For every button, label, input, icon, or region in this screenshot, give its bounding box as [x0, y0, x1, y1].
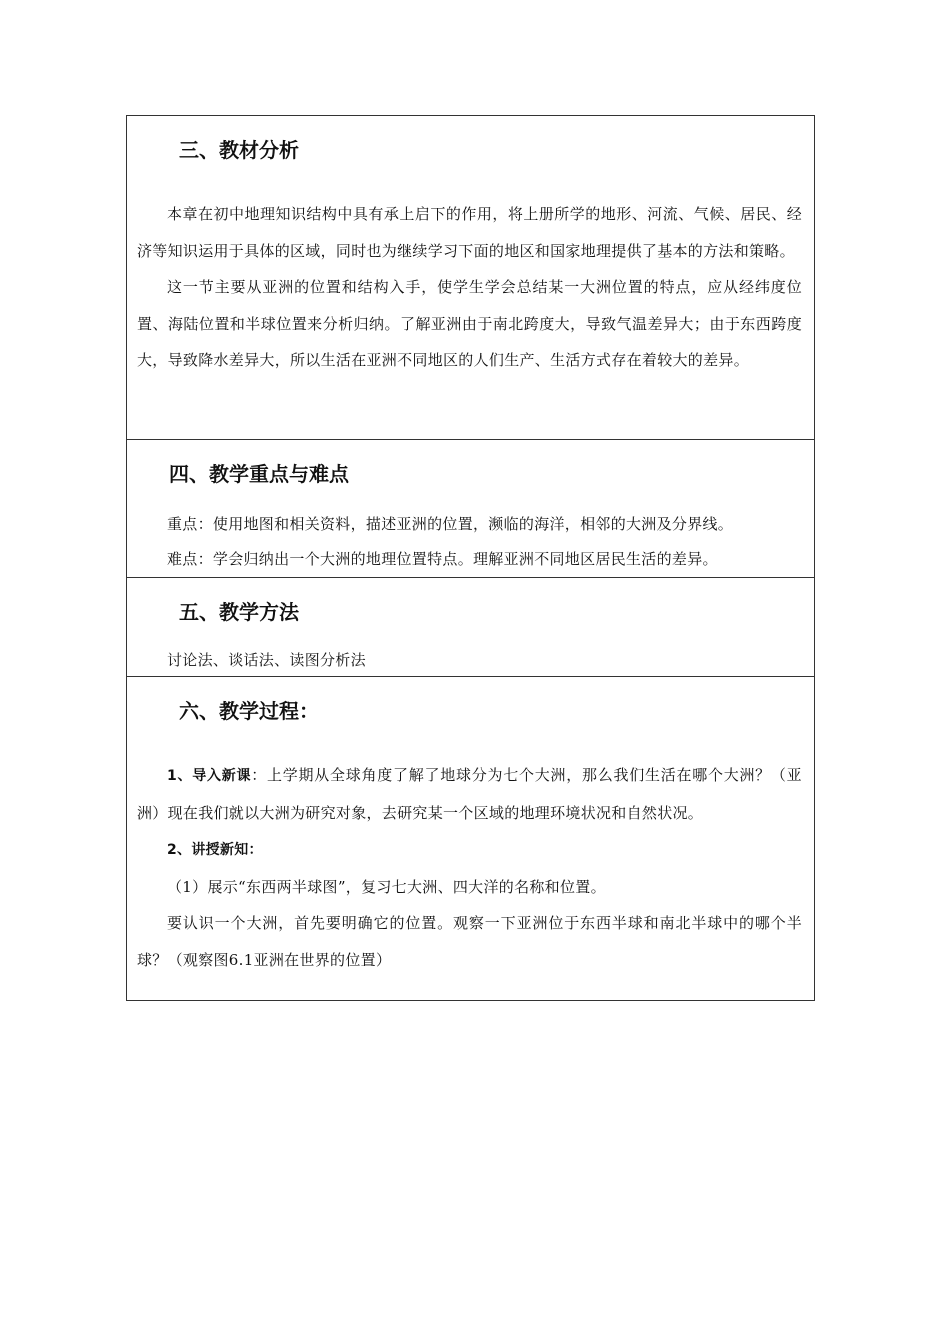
section-teaching-process [127, 677, 814, 1000]
section-heading: 六、教学过程： [179, 699, 319, 723]
paragraph: 这一节主要从亚洲的位置和结构入手，使学生学会总结某一大洲位置的特点，应从经纬度位置、海陆位置和半球位置来分析归纳。了解亚洲由于南北跨度大，导致气温差异大；由于东西跨度大，导致降水差异大，所以生活在亚洲不同地区的人们生产、生活方式存在着较大的差异。 [137, 278, 802, 369]
step-label: 2、讲授新知： [167, 842, 263, 858]
section-heading: 三、教材分析 [179, 138, 299, 162]
paragraph: 要认识一个大洲，首先要明确它的位置。观察一下亚洲位于东西半球和南北半球中的哪个半球？（观察图6.1亚洲在世界的位置） [137, 914, 802, 969]
paragraph-introduction [137, 757, 802, 831]
paragraph: （1）展示“东西两半球图”，复习七大洲、四大洋的名称和位置。 [167, 877, 606, 896]
section-heading: 四、教学重点与难点 [169, 462, 349, 486]
step-text: ：上学期从全球角度了解了地球分为七个大洲，那么我们生活在哪个大洲？（亚洲）现在我们就以大洲为研究对象，去研究某一个区域的地理环境状况和自然状况。 [137, 766, 802, 822]
section-textbook-analysis [127, 116, 814, 440]
paragraph-methods: 讨论法、谈话法、读图分析法 [167, 651, 366, 669]
paragraph-difficulty: 难点：学会归纳出一个大洲的地理位置特点。理解亚洲不同地区居民生活的差异。 [167, 550, 718, 568]
paragraph-new-knowledge [137, 831, 802, 869]
lesson-plan-table [126, 115, 815, 1001]
section-key-points [127, 440, 814, 578]
section-heading: 五、教学方法 [179, 600, 299, 624]
paragraph-key-point: 重点：使用地图和相关资料，描述亚洲的位置，濒临的海洋，相邻的大洲及分界线。 [167, 515, 734, 533]
paragraph: 本章在初中地理知识结构中具有承上启下的作用，将上册所学的地形、河流、气候、居民、经济等知识运用于具体的区域，同时也为继续学习下面的地区和国家地理提供了基本的方法和策略。 [137, 205, 802, 260]
step-label: 1、导入新课 [167, 768, 252, 784]
section-teaching-method [127, 578, 814, 677]
